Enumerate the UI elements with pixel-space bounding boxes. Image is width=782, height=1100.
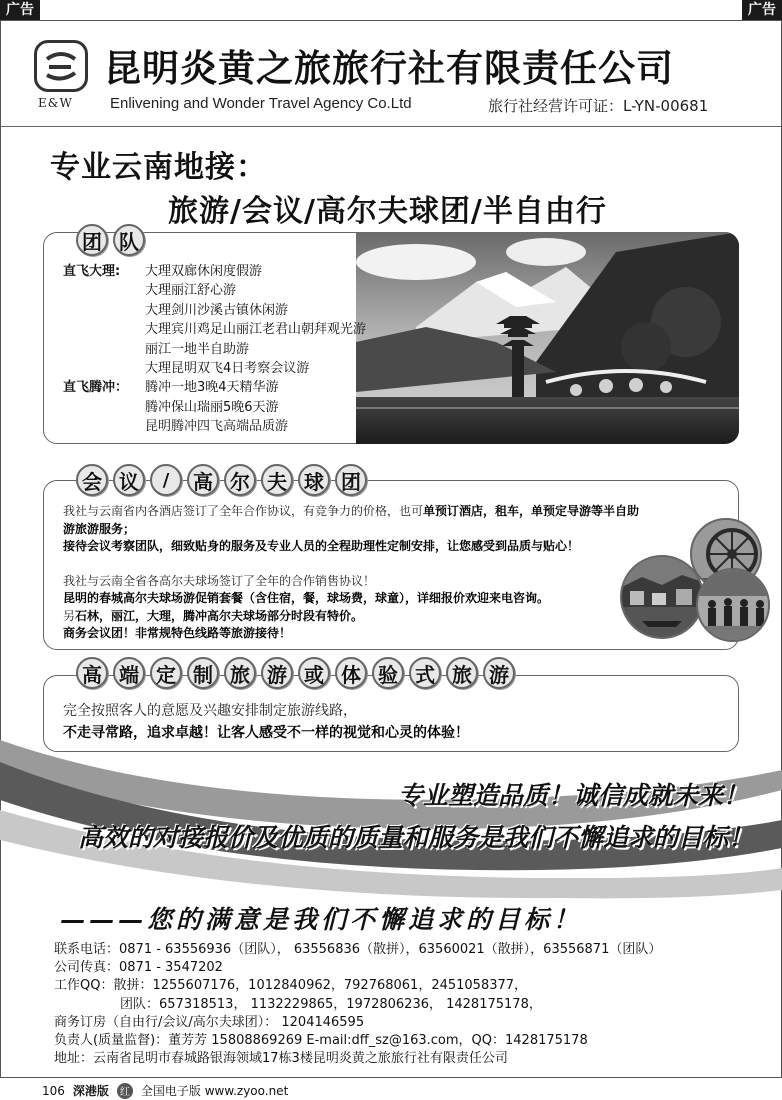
custom-tour-title: [76, 657, 515, 689]
conference-paragraph-1: [63, 503, 643, 538]
logo-emblem-icon: [37, 43, 85, 89]
contact-business: 商务订房（自由行/会议/高尔夫球团）： 1204146595: [54, 1014, 365, 1030]
route-item: 大理昆明双飞4日考察会议游: [145, 361, 310, 377]
company-logo: [34, 40, 88, 92]
contact-manager: 负责人(质量监督)：董芳芳 15808869269 E-mail:dff_sz@163.com，QQ：1428175178: [54, 1033, 588, 1049]
title-char: 体: [335, 657, 367, 689]
slogan-line-2: 旅游/会议/高尔夫球团/半自由行: [168, 194, 607, 229]
contact-info: [54, 941, 661, 1068]
route-item: 大理丽江舒心游: [145, 283, 237, 299]
title-char: 夫: [261, 464, 293, 496]
license-number: 旅行社经营许可证：L-YN-00681: [488, 97, 709, 115]
title-char: 团: [76, 224, 108, 256]
team-title: [76, 224, 145, 256]
golf-p3-bold: 石林，丽江，大理，腾冲高尔夫球场部分时段有特价。: [75, 608, 364, 623]
logo-caption: E&W: [38, 96, 73, 110]
title-char: 议: [113, 464, 145, 496]
ad-tag-left: 广告: [0, 0, 40, 20]
title-char: 游: [261, 657, 293, 689]
title-char: 会: [76, 464, 108, 496]
motto-line-2: 高效的对接报价及优质的质量和服务是我们不懈追求的目标！: [78, 823, 754, 852]
title-char: 式: [409, 657, 441, 689]
route-item: 昆明腾冲四飞高端品质游: [145, 419, 289, 435]
old-town-photo: [620, 555, 704, 639]
route-item: 腾冲一地3晚4天精华游: [145, 380, 279, 396]
title-char: 高: [187, 464, 219, 496]
contact-address: 地址：云南省昆明市春城路银海领域17栋3楼昆明炎黄之旅旅行社有限责任公司: [54, 1051, 508, 1067]
route-item: 丽江一地半自助游: [145, 341, 250, 357]
edition-label: 深港版: [72, 1084, 109, 1098]
title-char: 旅: [224, 657, 256, 689]
title-char: /: [150, 464, 182, 496]
contact-phone: 联系电话：0871 - 63556936（团队）， 63556836（散拼），63560021（散拼），63556871（团队）: [54, 942, 662, 957]
page-footer: [42, 1082, 288, 1099]
business-paragraph: 商务会议团！非常规特色线路等旅游接待！: [63, 626, 292, 640]
company-name-en: Enlivening and Wonder Travel Agency Co.Ltd: [110, 95, 412, 112]
golf-paragraph-3: [63, 608, 643, 626]
slogan-line-1: 专业云南地接：: [50, 150, 267, 185]
title-char: 制: [187, 657, 219, 689]
title-char: 团: [335, 464, 367, 496]
goal-slogan: ———您的满意是我们不懈追求的目标！: [60, 905, 583, 934]
route-item: 大理双廊休闲度假游: [145, 264, 263, 279]
title-char: 球: [298, 464, 330, 496]
route-item: 大理宾川鸡足山丽江老君山朝拜观光游: [145, 322, 367, 338]
custom-tour-text: [63, 700, 469, 744]
conference-p1-bold: 单预订酒店，租车，单预定导游等半自助游旅游服务；: [63, 504, 640, 536]
title-char: 端: [113, 657, 145, 689]
team-group-dali: [63, 262, 366, 437]
header-divider: [1, 126, 781, 127]
title-char: 验: [372, 657, 404, 689]
contact-qq-scatter: 工作QQ：散拼：1255607176，1012840962，792768061，2451058377，: [54, 978, 528, 994]
route-item: 大理剑川沙溪古镇休闲游: [145, 302, 289, 318]
edition-badge-icon: 红: [117, 1083, 133, 1099]
title-char: 或: [298, 657, 330, 689]
company-name-cn: 昆明炎黄之旅旅行社有限责任公司: [104, 46, 674, 90]
conference-paragraph-2: 接待会议考察团队，细致贴身的服务及专业人员的全程助理性定制安排，让您感受到品质与贴心！: [63, 539, 580, 553]
conference-title: [76, 464, 367, 496]
contact-qq-team: 团队：657318513， 1132229865，1972806236， 1428175178，: [120, 996, 542, 1012]
title-char: 旅: [446, 657, 478, 689]
title-char: 定: [150, 657, 182, 689]
title-char: 队: [113, 224, 145, 256]
photo-landscape-icon: [356, 232, 739, 444]
custom-line-2: 不走寻常路，追求卓越！让客人感受不一样的视觉和心灵的体验！: [63, 725, 469, 741]
conference-p1-plain: 我社与云南省内各酒店签订了全年合作协议，有竞争力的价格，也可: [63, 504, 424, 518]
team-group-label: 直飞大理:: [63, 264, 121, 279]
contact-fax: 公司传真：0871 - 3547202: [54, 960, 223, 976]
golf-paragraph-2: 昆明的春城高尔夫球场游促销套餐（含住宿，餐，球场费，球童），详细报价欢迎来电咨询。: [63, 591, 550, 605]
motto-line-1: 专业塑造品质！诚信成就未来！: [398, 781, 749, 810]
page-number: 106: [42, 1083, 65, 1098]
old-town-icon: [622, 557, 704, 639]
golf-paragraph-1: 我社与云南全省各高尔夫球场签订了全年的合作销售协议！: [63, 573, 376, 588]
route-item: 腾冲保山瑞丽5晚6天游: [145, 399, 279, 415]
team-group-label: 直飞腾冲：: [63, 380, 129, 396]
ad-tag-right: 广告: [742, 0, 782, 20]
title-char: 高: [76, 657, 108, 689]
custom-line-1: 完全按照客人的意愿及兴趣安排制定旅游线路，: [63, 703, 357, 719]
conference-text: [63, 503, 643, 643]
title-char: 尔: [224, 464, 256, 496]
site-link[interactable]: 全国电子版 www.zyoo.net: [140, 1084, 289, 1098]
folk-dance-photo: [696, 568, 770, 642]
lake-pagoda-photo: [356, 232, 739, 444]
title-char: 游: [483, 657, 515, 689]
golf-p3-plain: 另: [63, 608, 76, 623]
